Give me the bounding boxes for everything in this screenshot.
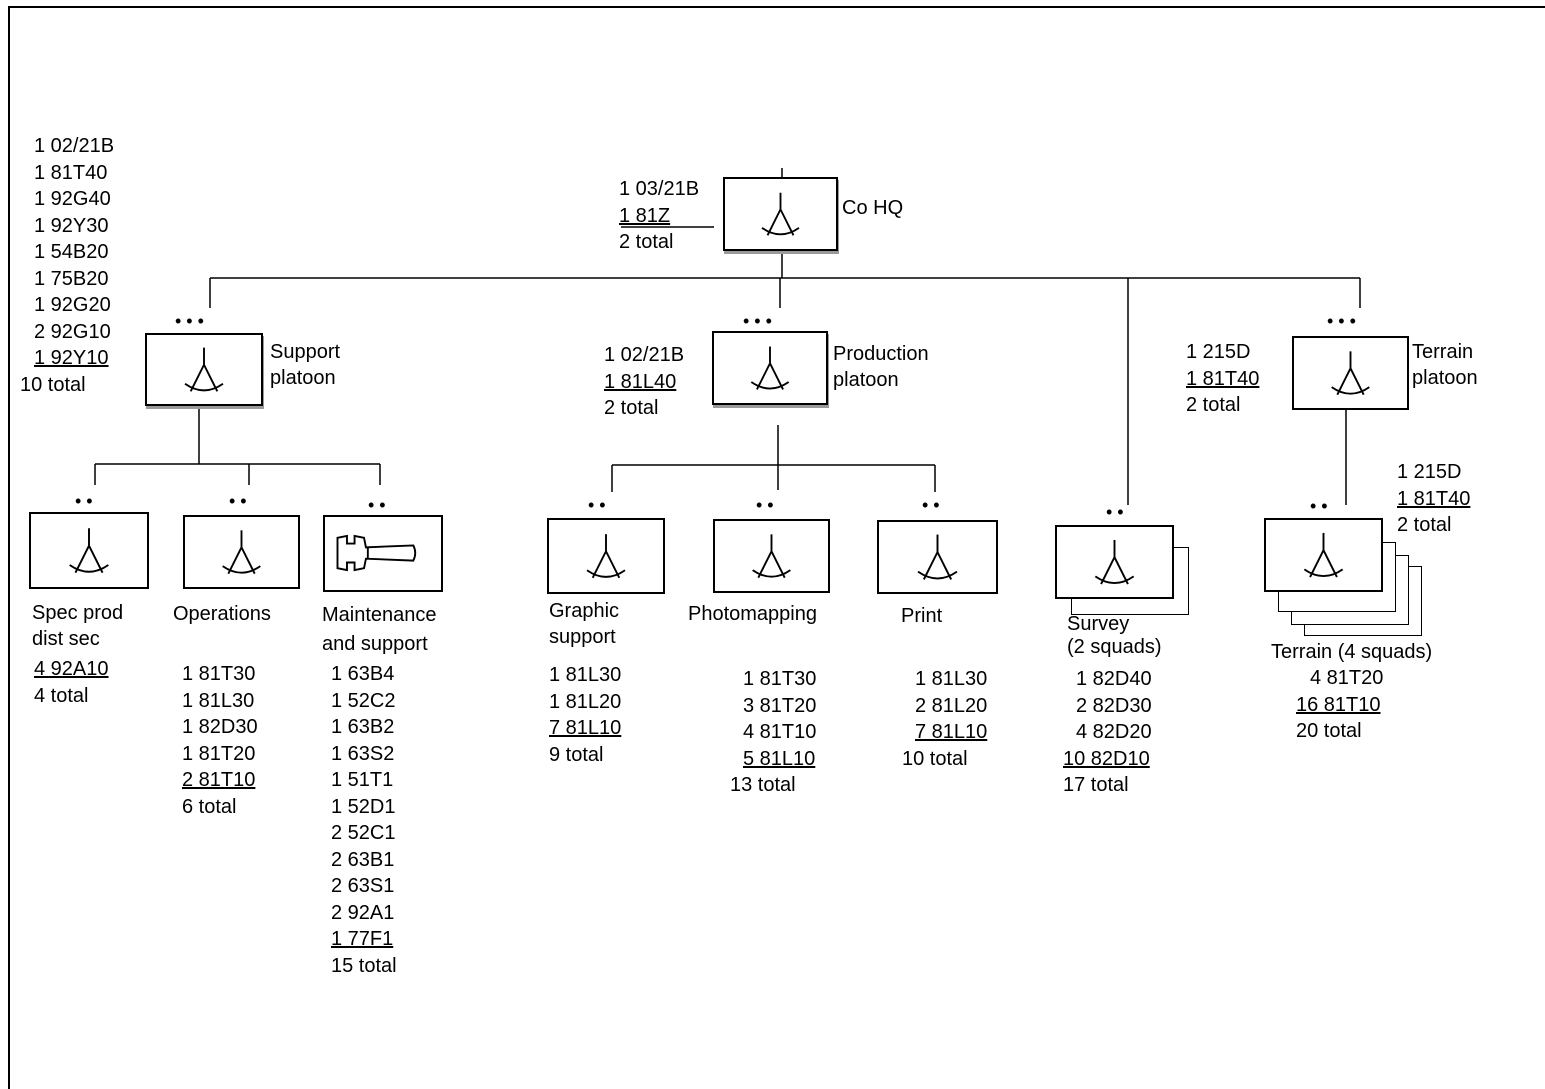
personnel-line: 1 92G20 xyxy=(34,294,111,316)
personnel-line: 10 82D10 xyxy=(1063,747,1150,770)
personnel-line: 1 02/21B xyxy=(34,135,115,157)
topographic-dividers-icon xyxy=(31,514,147,587)
personnel-line: 1 81L30 xyxy=(915,668,988,690)
support-platoon-personnel xyxy=(22,133,114,398)
squad-size-mark: • • xyxy=(1310,496,1328,516)
personnel-line: 1 92Y30 xyxy=(34,214,109,237)
personnel-line: 4 81T20 xyxy=(1310,667,1384,689)
survey-personnel xyxy=(1063,666,1152,799)
squad-size-mark: • • xyxy=(1106,502,1124,522)
support-platoon-box xyxy=(145,333,263,406)
personnel-line: 2 81L20 xyxy=(915,694,988,717)
operations-label: Operations xyxy=(173,603,271,625)
personnel-total: 10 total xyxy=(20,373,86,396)
personnel-line: 1 63B4 xyxy=(331,663,395,685)
personnel-line: 1 75B20 xyxy=(34,267,109,290)
production-platoon-box xyxy=(712,331,828,405)
personnel-line: 1 81T20 xyxy=(182,742,256,765)
survey-box xyxy=(1055,525,1174,599)
personnel-line: 2 52C1 xyxy=(331,822,396,844)
spec-prod-box xyxy=(29,512,149,589)
topographic-dividers-icon xyxy=(549,520,663,592)
personnel-line: 1 54B20 xyxy=(34,241,109,263)
personnel-line: 4 92A10 xyxy=(34,658,109,680)
personnel-line: 1 63S2 xyxy=(331,742,395,765)
topographic-dividers-icon xyxy=(715,521,828,591)
terrain-squads-label: Terrain (4 squads) xyxy=(1271,641,1433,663)
personnel-line: 2 92A1 xyxy=(331,901,395,924)
personnel-line: 4 82D20 xyxy=(1076,721,1152,743)
graphic-support-box xyxy=(547,518,665,594)
section-size-mark: • • xyxy=(588,495,606,515)
print-box xyxy=(877,520,998,594)
platoon-size-mark: • • • xyxy=(743,311,772,331)
personnel-line: 1 81L40 xyxy=(604,370,677,393)
personnel-line: 3 81T20 xyxy=(743,694,817,717)
personnel-line: 1 03/21B xyxy=(619,178,700,200)
co-hq-label: Co HQ xyxy=(842,197,904,219)
topographic-dividers-icon xyxy=(725,179,836,249)
personnel-total: 2 total xyxy=(619,231,674,253)
personnel-line: 1 81T30 xyxy=(182,663,256,685)
personnel-line: 2 63S1 xyxy=(331,875,395,897)
personnel-total: 20 total xyxy=(1296,720,1362,742)
personnel-line: 1 81L30 xyxy=(182,689,255,712)
personnel-total: 9 total xyxy=(549,743,604,766)
personnel-line: 1 215D xyxy=(1397,461,1462,483)
personnel-line: 2 82D30 xyxy=(1076,694,1152,717)
maintenance-label: Maintenance and support xyxy=(322,604,437,655)
graphic-support-label: Graphic support xyxy=(549,600,620,648)
print-personnel xyxy=(902,666,987,772)
section-size-mark: • • xyxy=(229,491,247,511)
terrain-squads-personnel xyxy=(1296,665,1383,745)
personnel-line: 1 81L30 xyxy=(549,664,622,686)
support-platoon-label: Support platoon xyxy=(270,341,341,389)
section-size-mark: • • xyxy=(75,491,93,511)
personnel-line: 1 81T40 xyxy=(1397,487,1471,510)
operations-box xyxy=(183,515,300,589)
terrain-platoon-label: Terrain platoon xyxy=(1412,341,1478,389)
platoon-size-mark: • • • xyxy=(175,311,204,331)
maintenance-personnel xyxy=(331,661,397,979)
personnel-line: 5 81L10 xyxy=(743,747,816,770)
section-size-mark: • • xyxy=(756,495,774,515)
terrain-platoon-box xyxy=(1292,336,1409,410)
personnel-line: 1 81Z xyxy=(619,204,671,227)
personnel-line: 1 92G40 xyxy=(34,188,111,210)
survey-label: Survey (2 squads) xyxy=(1067,613,1162,658)
topographic-dividers-icon xyxy=(1057,527,1172,597)
wrench-icon xyxy=(325,517,441,590)
personnel-total: 4 total xyxy=(34,684,89,707)
section-size-mark: • • xyxy=(922,495,940,515)
topographic-dividers-icon xyxy=(185,517,298,587)
production-platoon-label: Production platoon xyxy=(833,343,929,391)
co-hq-box xyxy=(723,177,838,251)
topographic-dividers-icon xyxy=(1294,338,1407,408)
operations-personnel xyxy=(182,661,258,820)
personnel-line: 2 81T10 xyxy=(182,769,256,791)
personnel-line: 1 51T1 xyxy=(331,769,394,791)
personnel-total: 2 total xyxy=(1186,394,1241,416)
topographic-dividers-icon xyxy=(714,333,826,403)
section-size-mark: • • xyxy=(368,495,386,515)
personnel-line: 1 02/21B xyxy=(604,344,685,366)
personnel-total: 17 total xyxy=(1063,774,1129,796)
personnel-line: 7 81L10 xyxy=(915,721,988,743)
personnel-line: 4 81T10 xyxy=(743,721,817,743)
print-label: Print xyxy=(901,605,943,627)
co-hq-personnel xyxy=(619,176,699,256)
personnel-total: 6 total xyxy=(182,795,237,818)
personnel-line: 1 81T30 xyxy=(743,668,817,690)
personnel-line: 1 215D xyxy=(1186,341,1251,363)
personnel-line: 1 82D30 xyxy=(182,716,258,738)
topographic-dividers-icon xyxy=(879,522,996,592)
topographic-dividers-icon xyxy=(1266,520,1381,590)
personnel-line: 1 92Y10 xyxy=(34,347,109,369)
personnel-total: 13 total xyxy=(730,774,796,796)
personnel-line: 1 81T40 xyxy=(34,161,108,184)
personnel-total: 15 total xyxy=(331,954,397,977)
personnel-total: 2 total xyxy=(1397,514,1452,536)
personnel-line: 2 63B1 xyxy=(331,848,395,871)
photomapping-label: Photomapping xyxy=(688,603,817,625)
topographic-dividers-icon xyxy=(147,335,261,404)
terrain-platoon-personnel xyxy=(1186,339,1259,419)
personnel-line: 1 81T40 xyxy=(1186,367,1260,390)
personnel-line: 2 92G10 xyxy=(34,320,111,343)
terrain-squads-box xyxy=(1264,518,1383,592)
photomapping-box xyxy=(713,519,830,593)
spec-prod-personnel xyxy=(34,656,109,709)
personnel-line: 1 82D40 xyxy=(1076,668,1152,690)
personnel-line: 1 52C2 xyxy=(331,689,396,712)
personnel-line: 1 77F1 xyxy=(331,928,394,950)
personnel-line: 16 81T10 xyxy=(1296,693,1381,716)
personnel-line: 1 63B2 xyxy=(331,716,395,738)
terrain-squads-hq-personnel xyxy=(1397,459,1470,539)
production-platoon-personnel xyxy=(604,342,684,422)
personnel-line: 1 81L20 xyxy=(549,690,622,713)
platoon-size-mark: • • • xyxy=(1327,311,1356,331)
personnel-line: 1 52D1 xyxy=(331,795,396,818)
personnel-total: 10 total xyxy=(902,747,968,770)
personnel-total: 2 total xyxy=(604,397,659,419)
spec-prod-label: Spec prod dist sec xyxy=(32,602,124,650)
graphic-support-personnel xyxy=(549,662,621,768)
photomapping-personnel xyxy=(730,666,816,799)
personnel-line: 7 81L10 xyxy=(549,717,622,739)
maintenance-box xyxy=(323,515,443,592)
